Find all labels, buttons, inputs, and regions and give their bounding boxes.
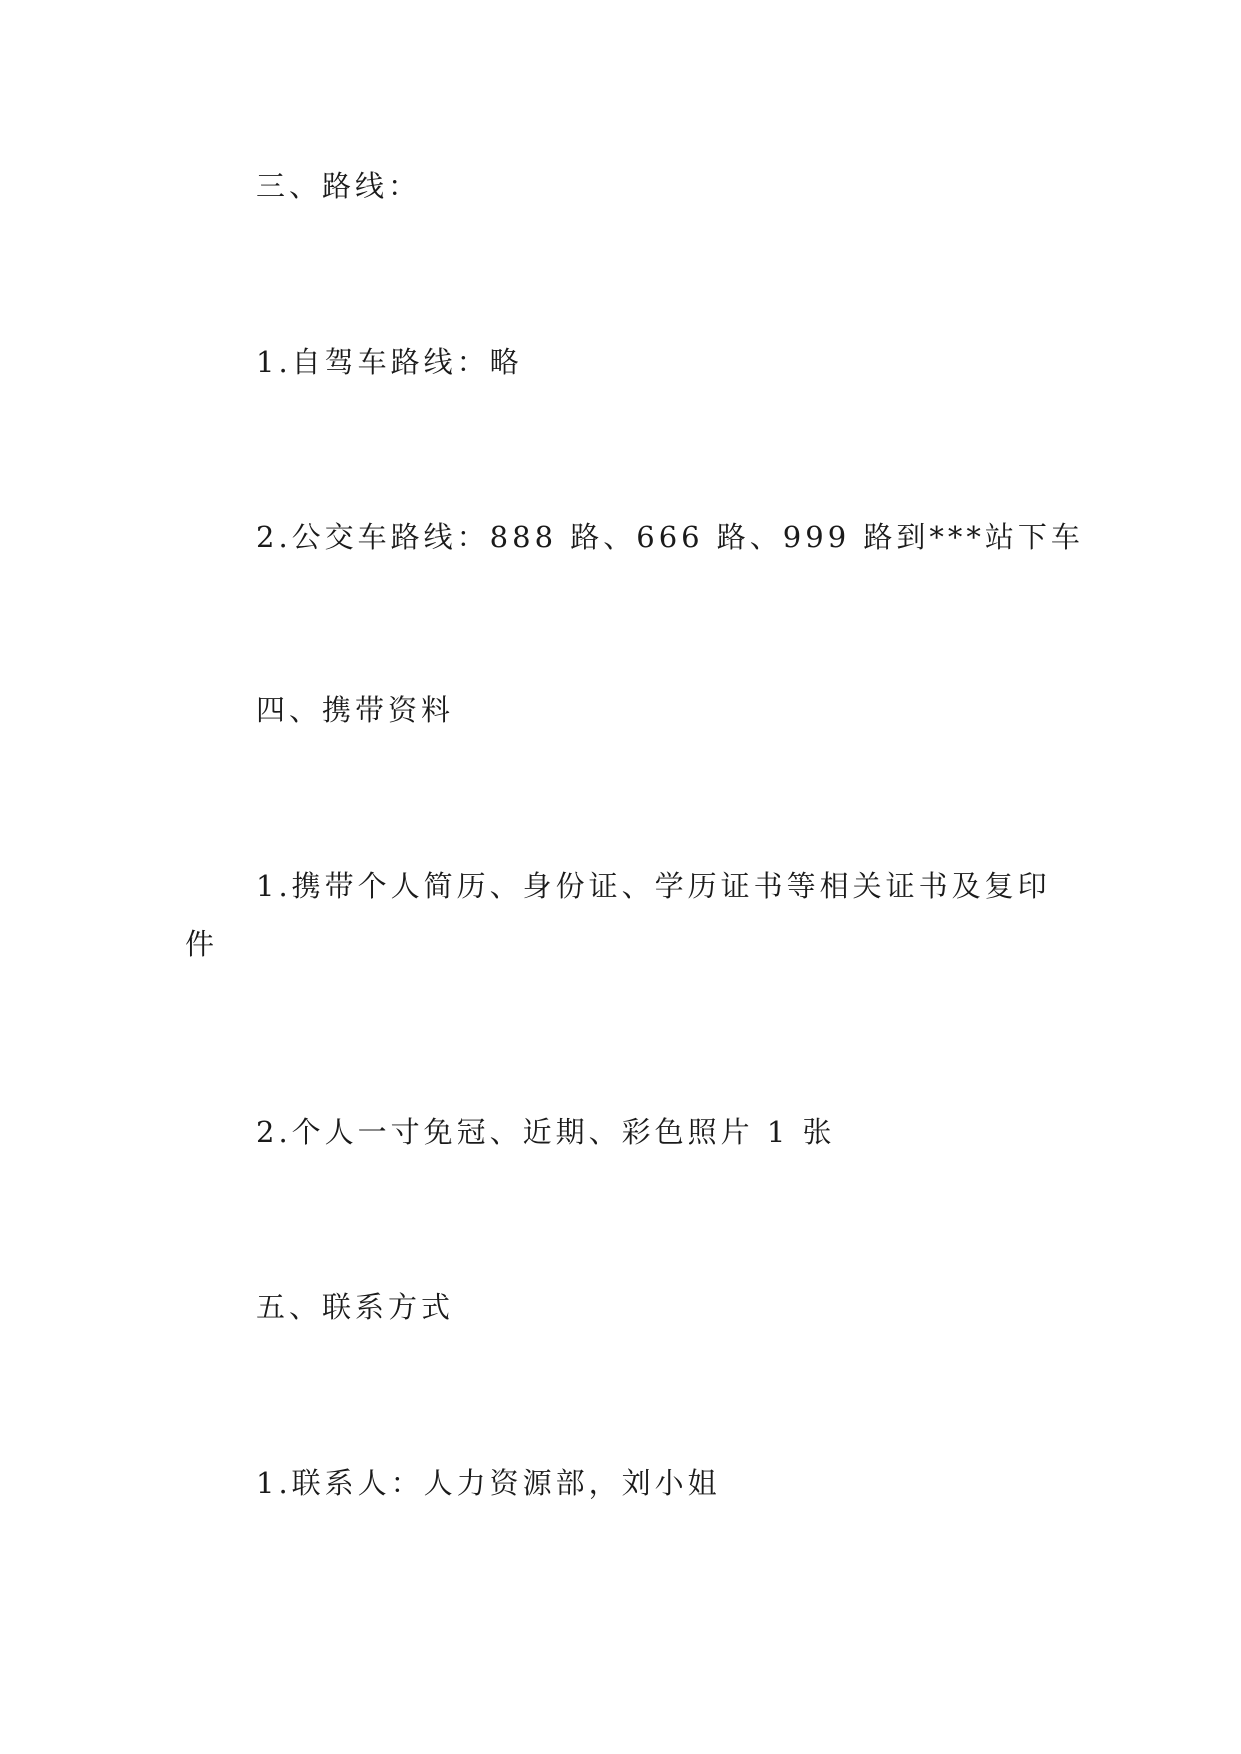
section-3-heading: 三、路线： bbox=[256, 169, 422, 203]
section-4-heading: 四、携带资料 bbox=[256, 693, 455, 727]
section-4-item-documents-text: 1.携带个人简历、身份证、学历证书等相关证书及复印件 bbox=[185, 869, 1051, 961]
section-5-heading: 五、联系方式 bbox=[256, 1290, 455, 1324]
section-3-item-bus: 2.公交车路线：888 路、666 路、999 路到***站下车 bbox=[256, 520, 1084, 554]
section-3-item-self-drive: 1.自驾车路线：略 bbox=[256, 345, 523, 379]
section-4-item-documents bbox=[185, 857, 1075, 973]
section-4-item-photo: 2.个人一寸免冠、近期、彩色照片 1 张 bbox=[256, 1115, 836, 1149]
section-5-item-contact: 1.联系人：人力资源部，刘小姐 bbox=[256, 1466, 721, 1500]
